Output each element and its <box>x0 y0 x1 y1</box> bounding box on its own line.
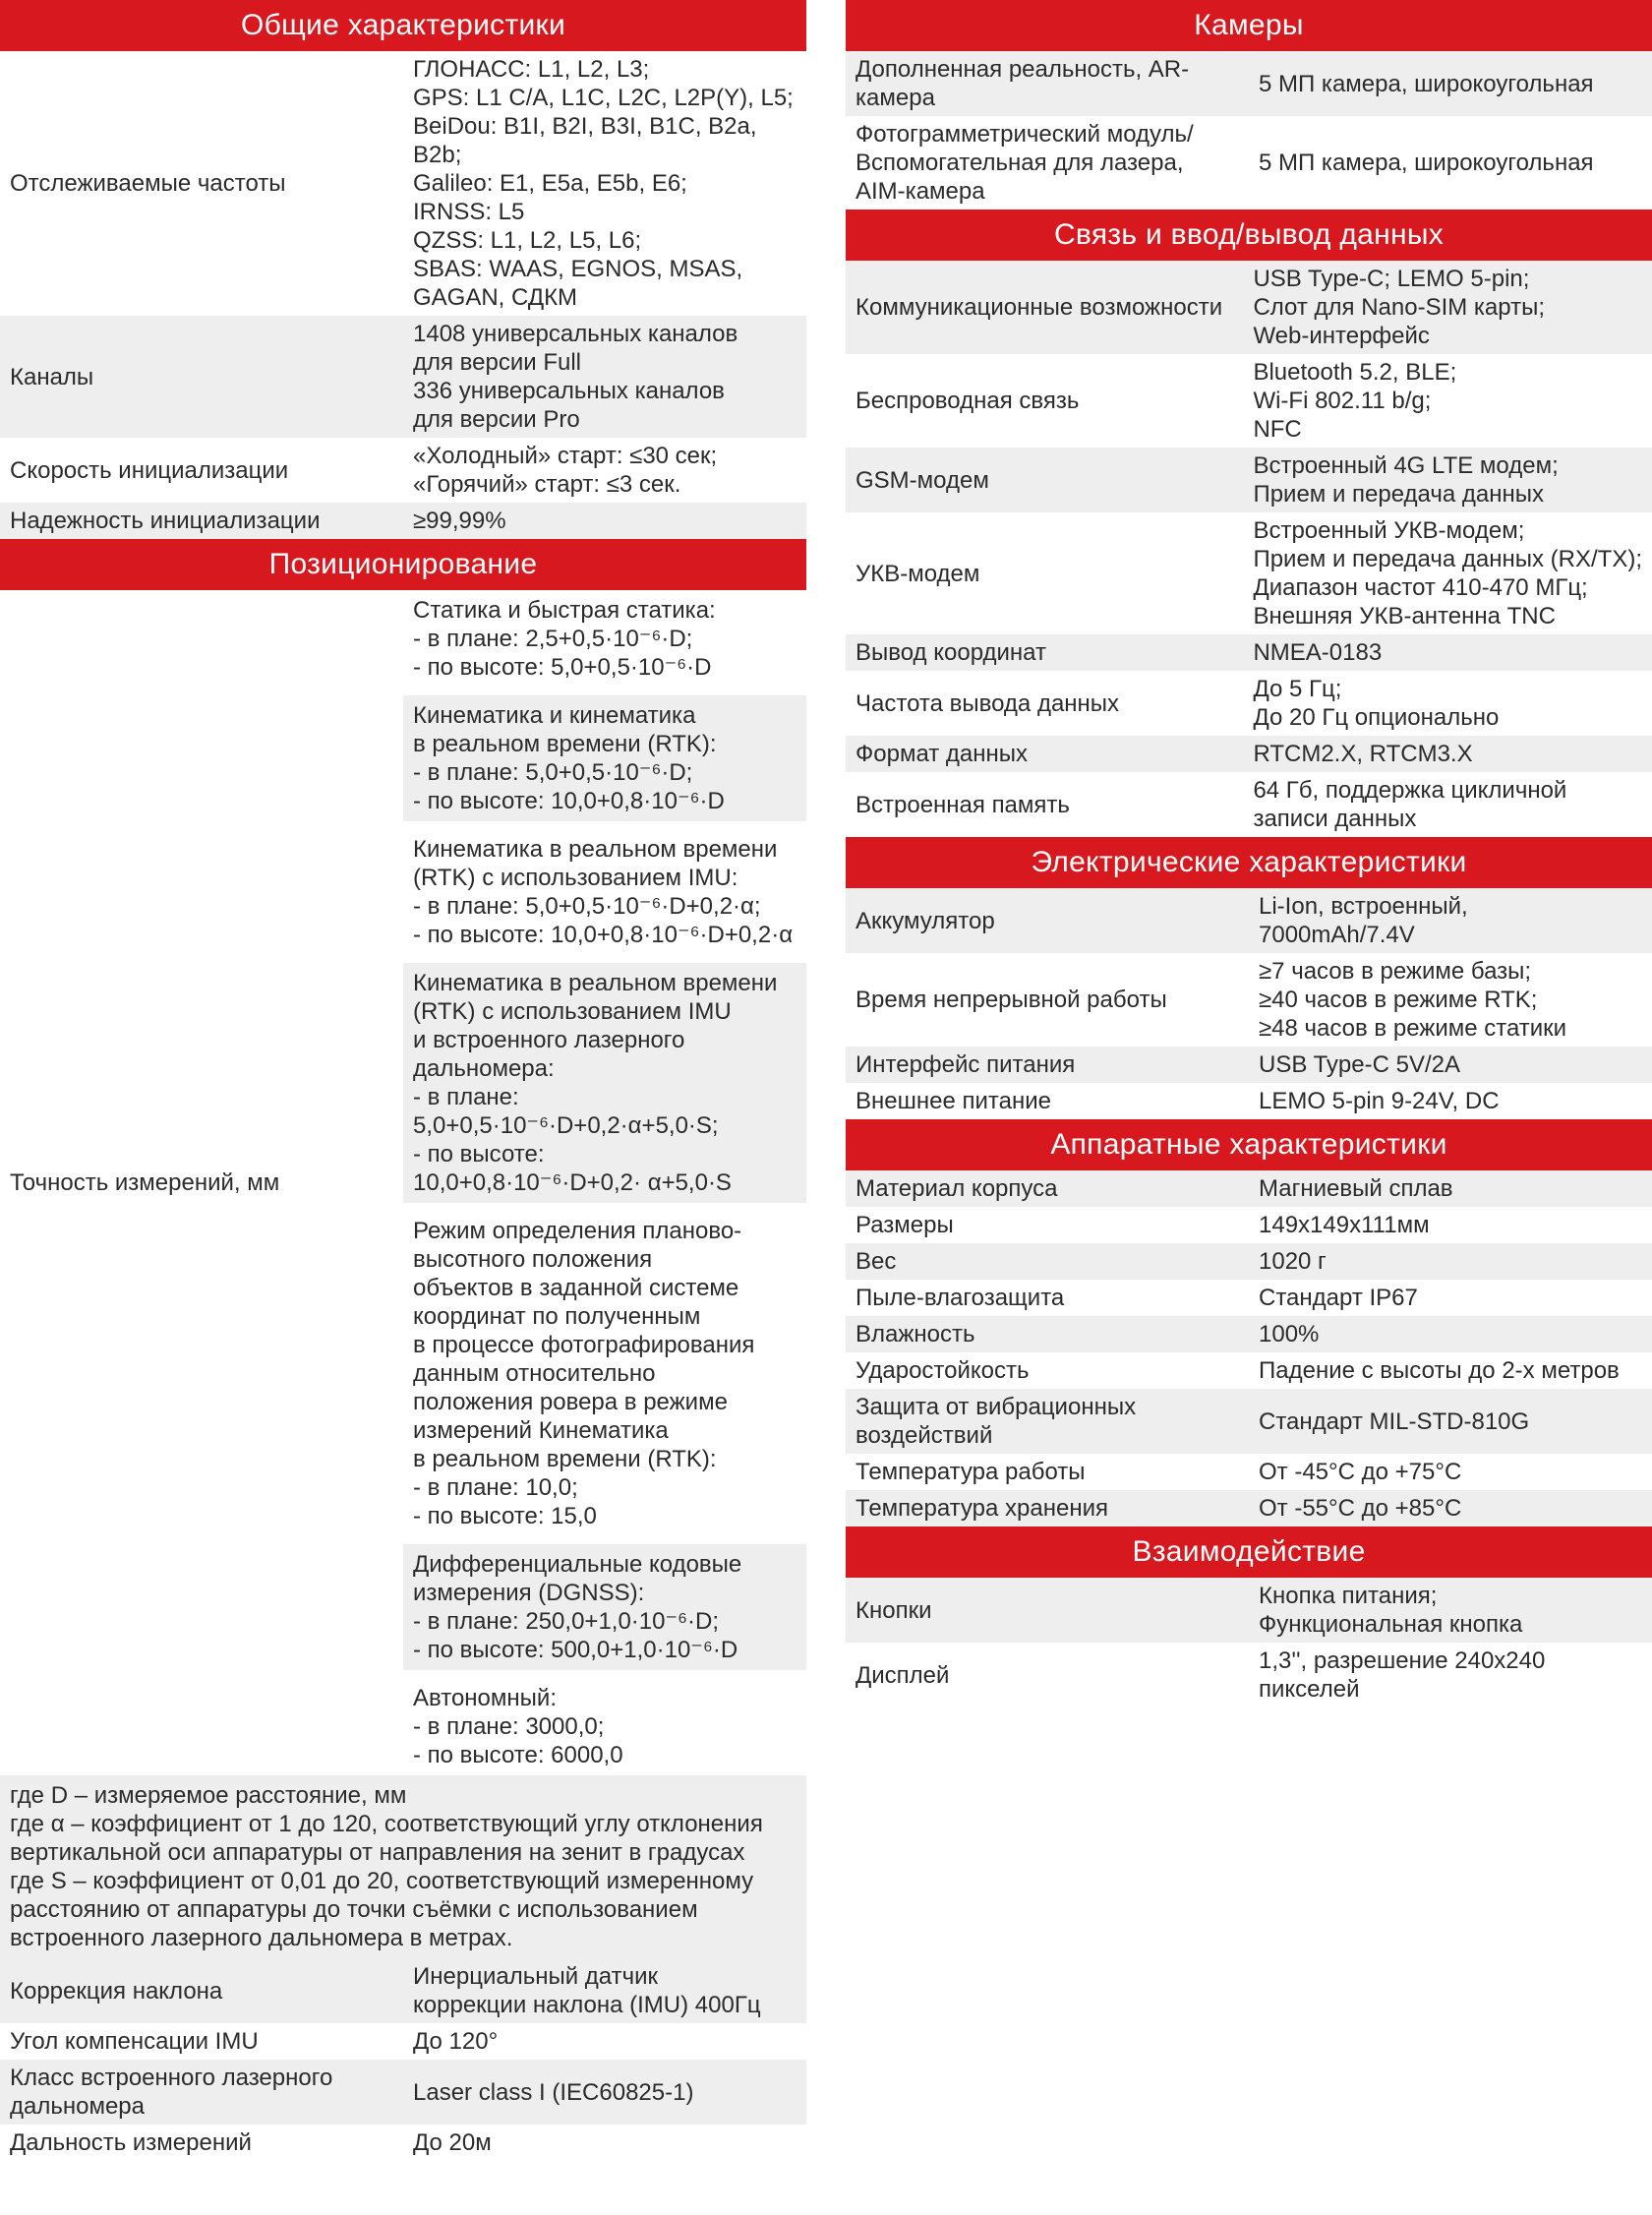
text-line: До 120° <box>413 2028 499 2055</box>
text-line: 5 МП камера, широкоугольная <box>1259 150 1594 176</box>
text-line: От -55°C до +85°C <box>1259 1495 1462 1522</box>
text-line: в процессе фотографирования <box>413 1332 755 1358</box>
text-line: Функциональная кнопка <box>1259 1611 1523 1638</box>
spec-value <box>1249 888 1652 953</box>
text-line: данным относительно <box>413 1360 656 1387</box>
spec-label: Температура работы <box>856 1459 1086 1485</box>
spec-value <box>1249 116 1652 210</box>
spec-value <box>1243 671 1652 736</box>
accuracy-block <box>403 1678 806 1775</box>
spec-row <box>0 316 806 438</box>
text-line: 1,3'', разрешение 240x240 <box>1259 1647 1546 1674</box>
text-line: Дифференциальные кодовые <box>413 1551 742 1578</box>
section-header-general: Общие характеристики <box>0 0 806 51</box>
spec-label: Каналы <box>0 316 403 438</box>
text-line: Автономный: <box>413 1685 557 1711</box>
spec-value <box>403 316 806 438</box>
spec-row <box>0 2060 806 2125</box>
spec-row <box>846 1243 1652 1280</box>
text-line: Статика и быстрая статика: <box>413 597 716 624</box>
spec-label: Интерфейс питания <box>846 1047 1249 1083</box>
accuracy-blocks <box>403 590 806 1775</box>
spec-value <box>1249 1490 1652 1527</box>
text-line: Внешняя УКВ-антенна TNC <box>1253 603 1556 629</box>
text-line: Падение с высоты до 2-х метров <box>1259 1357 1620 1384</box>
text-line: GPS: L1 C/A, L1C, L2C, L2P(Y), L5; <box>413 85 794 111</box>
text-line: - в плане: 3000,0; <box>413 1713 605 1740</box>
text-line: - в плане: 2,5+0,5·10⁻⁶·D; <box>413 626 693 652</box>
text-line: Прием и передача данных (RX/TX); <box>1253 546 1642 572</box>
spec-label: Внешнее питание <box>856 1088 1051 1114</box>
text-line: Диапазон частот 410-470 МГц; <box>1253 574 1588 601</box>
spec-row <box>0 51 806 316</box>
spec-value <box>1243 448 1652 512</box>
spec-label: GSM-модем <box>846 448 1243 512</box>
text-line: До 5 Гц; <box>1253 676 1342 702</box>
text-line: NFC <box>1253 416 1302 443</box>
spec-value <box>403 1958 806 2023</box>
text-line: - по высоте: 6000,0 <box>413 1742 623 1768</box>
text-line: измерения (DGNSS): <box>413 1580 645 1606</box>
spec-row <box>846 1207 1652 1243</box>
spec-row <box>846 772 1652 837</box>
text-line: Bluetooth 5.2, BLE; <box>1253 359 1457 386</box>
spec-row <box>846 634 1652 671</box>
spec-value <box>403 2125 806 2161</box>
accuracy-block <box>403 1544 806 1670</box>
text-line: 64 Гб, поддержка цикличной <box>1253 777 1567 804</box>
spec-row <box>846 888 1652 953</box>
spec-label: Размеры <box>856 1212 954 1238</box>
spec-label: Беспроводная связь <box>856 388 1080 414</box>
text-line: - по высоте: <box>413 1141 545 1167</box>
text-line: измерений Кинематика <box>413 1417 669 1444</box>
spec-label: Угол компенсации IMU <box>10 2028 259 2055</box>
text-line: дальномера: <box>413 1055 555 1082</box>
spec-label: Скорость инициализации <box>10 456 289 484</box>
spec-row <box>0 503 806 539</box>
spec-label: Коммуникационные возможности <box>846 261 1243 354</box>
accuracy-block <box>403 963 806 1203</box>
text-line: Кинематика и кинематика <box>413 702 696 729</box>
text-line: Магниевый сплав <box>1259 1175 1453 1202</box>
spec-row <box>0 438 806 503</box>
text-line: 336 универсальных каналов <box>413 378 725 404</box>
spec-value <box>1249 1083 1652 1119</box>
spec-row <box>846 354 1652 448</box>
spec-value <box>403 503 806 539</box>
spec-value <box>403 2023 806 2060</box>
text-line: - в плане: <box>413 1084 519 1110</box>
spec-row <box>846 1316 1652 1352</box>
text-line: где α – коэффициент от 1 до 120, соответствующий углу отклонения <box>10 1811 763 1837</box>
text-line: где D – измеряемое расстояние, мм <box>10 1782 407 1809</box>
spec-value <box>1243 736 1652 772</box>
text-line: положения ровера в режиме <box>413 1389 728 1415</box>
spec-row <box>846 1643 1652 1707</box>
text-line: Wi-Fi 802.11 b/g; <box>1253 388 1432 414</box>
text-line: «Горячий» старт: ≤3 сек. <box>413 471 681 498</box>
spec-label: Влажность <box>846 1316 1249 1352</box>
text-line: - по высоте: 10,0+0,8·10⁻⁶·D+0,2·α <box>413 922 794 948</box>
text-line: «Холодный» старт: ≤30 сек; <box>413 443 718 469</box>
section-header-positioning: Позиционирование <box>0 539 806 590</box>
text-line: Стандарт IP67 <box>1259 1285 1418 1311</box>
spec-table-electrical <box>846 888 1652 1119</box>
spec-row <box>846 1578 1652 1643</box>
text-line: ≥99,99% <box>413 508 506 534</box>
text-line: вертикальной оси аппаратуры от направления на зенит в градусах <box>10 1839 745 1866</box>
accuracy-block <box>403 590 806 688</box>
text-line: 5,0+0,5·10⁻⁶·D+0,2·α+5,0·S; <box>413 1112 719 1139</box>
spec-table-general <box>0 51 806 539</box>
spec-row <box>846 448 1652 512</box>
spec-table-io <box>846 261 1652 837</box>
spec-row <box>846 1454 1652 1490</box>
text-line: в реальном времени (RTK): <box>413 731 717 757</box>
text-line: IRNSS: L5 <box>413 199 525 225</box>
text-line: встроенного лазерного дальномера в метрах. <box>10 1925 513 1951</box>
text-line: - по высоте: 15,0 <box>413 1503 597 1529</box>
spec-row <box>846 736 1652 772</box>
spec-label: УКВ-модем <box>856 560 980 587</box>
text-line: расстоянию от аппаратуры до точки съёмки с использованием <box>10 1896 698 1923</box>
spec-label: Частота вывода данных <box>856 689 1120 717</box>
section-header-interaction: Взаимодействие <box>846 1527 1652 1578</box>
spec-value <box>1243 261 1652 354</box>
spec-value <box>1249 1207 1652 1243</box>
text-line: Web-интерфейс <box>1253 323 1430 349</box>
text-line: 149x149x111мм <box>1259 1212 1430 1238</box>
spec-row-accuracy <box>0 590 806 1775</box>
spec-row <box>846 51 1652 116</box>
spec-value <box>1249 1280 1652 1316</box>
text-line: 1408 универсальных каналов <box>413 321 738 347</box>
spec-value <box>1243 354 1652 448</box>
text-line: - по высоте: 5,0+0,5·10⁻⁶·D <box>413 654 712 681</box>
spec-value <box>1249 1352 1652 1389</box>
section-header-cameras: Камеры <box>846 0 1652 51</box>
spec-value <box>1249 953 1652 1047</box>
text-line: объектов в заданной системе <box>413 1275 739 1301</box>
spec-value <box>1243 512 1652 634</box>
text-line: USB Type-C; LEMO 5-pin; <box>1253 266 1530 292</box>
spec-row <box>0 1958 806 2023</box>
spec-row <box>0 2023 806 2060</box>
accuracy-block <box>403 695 806 821</box>
spec-label: Точность измерений, мм <box>10 1169 280 1196</box>
text-line: 7000mAh/7.4V <box>1259 922 1415 948</box>
spec-value <box>403 438 806 503</box>
spec-value <box>403 51 806 316</box>
spec-label: Пыле-влагозащита <box>856 1285 1065 1311</box>
spec-value <box>403 2060 806 2125</box>
text-line: 10,0+0,8·10⁻⁶·D+0,2· α+5,0·S <box>413 1169 732 1196</box>
text-line: и встроенного лазерного <box>413 1027 685 1053</box>
text-line: Li-Ion, встроенный, <box>1259 893 1468 920</box>
spec-value <box>1249 1578 1652 1643</box>
text-line: ≥40 часов в режиме RTK; <box>1259 987 1538 1013</box>
text-line: - в плане: 10,0; <box>413 1474 578 1501</box>
text-line: NMEA-0183 <box>1253 639 1383 666</box>
text-line: Кинематика в реальном времени <box>413 970 778 996</box>
spec-row <box>846 1490 1652 1527</box>
text-line: Встроенный 4G LTE модем; <box>1253 452 1559 479</box>
spec-value <box>1249 1316 1652 1352</box>
spec-row <box>846 1083 1652 1119</box>
spec-label: Защита от вибрационных воздействий <box>846 1389 1249 1454</box>
spec-label: Материал корпуса <box>846 1170 1249 1207</box>
text-line: До 20м <box>413 2129 492 2156</box>
spec-label: Класс встроенного лазерного дальномера <box>0 2060 403 2125</box>
spec-label: Дальность измерений <box>10 2129 252 2156</box>
text-line: Слот для Nano-SIM карты; <box>1253 294 1546 321</box>
text-line: где S – коэффициент от 0,01 до 20, соответствующий измеренному <box>10 1868 754 1894</box>
spec-row <box>846 1280 1652 1316</box>
left-column <box>0 0 806 2161</box>
section-header-electrical: Электрические характеристики <box>846 837 1652 888</box>
text-line: RTCM2.X, RTCM3.X <box>1253 741 1473 767</box>
text-line: (RTK) с использованием IMU <box>413 998 732 1025</box>
text-line: B2b; <box>413 142 462 168</box>
text-line: Встроенный УКВ-модем; <box>1253 517 1525 544</box>
text-line: GAGAN, СДКМ <box>413 284 578 311</box>
spec-label: Кнопки <box>846 1578 1249 1643</box>
text-line: координат по полученным <box>413 1303 701 1330</box>
spec-row <box>846 1352 1652 1389</box>
text-line: - в плане: 5,0+0,5·10⁻⁶·D+0,2·α; <box>413 893 761 920</box>
text-line: 100% <box>1259 1321 1320 1347</box>
text-line: Прием и передача данных <box>1253 481 1544 508</box>
formula-note <box>0 1775 806 1958</box>
text-line: До 20 Гц опционально <box>1253 704 1500 731</box>
text-line: - в плане: 5,0+0,5·10⁻⁶·D; <box>413 759 693 786</box>
spec-label: Аккумулятор <box>846 888 1249 953</box>
spec-table-cameras <box>846 51 1652 210</box>
text-line: Режим определения планово- <box>413 1218 742 1244</box>
text-line: коррекции наклона (IMU) 400Гц <box>413 1992 761 2018</box>
spec-row <box>846 953 1652 1047</box>
text-line: - по высоте: 10,0+0,8·10⁻⁶·D <box>413 788 725 814</box>
text-line: записи данных <box>1253 806 1417 832</box>
spec-value <box>1249 1454 1652 1490</box>
text-line: 5 МП камера, широкоугольная <box>1259 70 1594 97</box>
spec-label: Дополненная реальность, AR-камера <box>846 51 1249 116</box>
spec-label: Вес <box>846 1243 1249 1280</box>
spec-row <box>846 116 1652 210</box>
section-header-hardware: Аппаратные характеристики <box>846 1119 1652 1170</box>
spec-label: Фотограмметрический модуль/ Вспомогательная для лазера, AIM-камера <box>856 121 1194 205</box>
text-line: в реальном времени (RTK): <box>413 1446 717 1472</box>
text-line: Galileo: E1, E5a, E5b, E6; <box>413 170 687 197</box>
text-line: Инерциальный датчик <box>413 1963 659 1990</box>
text-line: QZSS: L1, L2, L5, L6; <box>413 227 642 254</box>
text-line: ≥7 часов в режиме базы; <box>1259 958 1532 985</box>
text-line: высотного положения <box>413 1246 653 1273</box>
spec-table-positioning <box>0 1958 806 2161</box>
text-line: - по высоте: 500,0+1,0·10⁻⁶·D <box>413 1637 738 1663</box>
text-line: (RTK) с использованием IMU: <box>413 865 738 891</box>
spec-row <box>846 261 1652 354</box>
text-line: - в плане: 250,0+1,0·10⁻⁶·D; <box>413 1608 720 1635</box>
spec-row <box>846 671 1652 736</box>
spec-label: Температура хранения <box>846 1490 1249 1527</box>
spec-label: Вывод координат <box>846 634 1243 671</box>
accuracy-block <box>403 1211 806 1536</box>
spec-row <box>0 2125 806 2161</box>
spec-label: Коррекция наклона <box>0 1958 403 2023</box>
text-line: От -45°C до +75°C <box>1259 1459 1462 1485</box>
spec-label: Время непрерывной работы <box>856 987 1167 1013</box>
text-line: пикселей <box>1259 1676 1360 1703</box>
spec-value <box>1243 634 1652 671</box>
text-line: для версии Full <box>413 349 581 376</box>
text-line: Стандарт MIL-STD-810G <box>1259 1407 1530 1435</box>
spec-value <box>1243 772 1652 837</box>
spec-row <box>846 1047 1652 1083</box>
spec-value <box>1249 1389 1652 1454</box>
text-line: BeiDou: B1I, B2I, B3I, B1C, B2a, <box>413 113 757 140</box>
spec-label: Отслеживаемые частоты <box>10 170 286 197</box>
spec-label: Формат данных <box>846 736 1243 772</box>
text-line: ГЛОНАСС: L1, L2, L3; <box>413 56 650 83</box>
text-line: Кинематика в реальном времени <box>413 836 778 863</box>
text-line: Кнопка питания; <box>1259 1583 1438 1609</box>
text-line: ≥48 часов в режиме статики <box>1259 1015 1567 1042</box>
spec-row <box>846 1170 1652 1207</box>
accuracy-block <box>403 829 806 955</box>
spec-value <box>1249 51 1652 116</box>
spec-row <box>846 1389 1652 1454</box>
spec-label: Надежность инициализации <box>0 503 403 539</box>
spec-label: Встроенная память <box>856 791 1070 818</box>
text-line: для версии Pro <box>413 406 580 433</box>
spec-table-accuracy <box>0 590 806 1775</box>
spec-value <box>1249 1643 1652 1707</box>
text-line: USB Type-C 5V/2A <box>1259 1051 1460 1078</box>
text-line: 1020 г <box>1259 1248 1327 1275</box>
section-header-io: Связь и ввод/вывод данных <box>846 210 1652 261</box>
right-column <box>846 0 1652 1707</box>
spec-label: Дисплей <box>856 1661 950 1689</box>
spec-value <box>1249 1047 1652 1083</box>
text-line: LEMO 5-pin 9-24V, DC <box>1259 1088 1500 1114</box>
spec-label: Ударостойкость <box>856 1357 1030 1384</box>
spec-table-interaction <box>846 1578 1652 1707</box>
text-line: Laser class I (IEC60825-1) <box>413 2078 694 2106</box>
spec-table-hardware <box>846 1170 1652 1527</box>
spec-value <box>1249 1170 1652 1207</box>
spec-row <box>846 512 1652 634</box>
text-line: SBAS: WAAS, EGNOS, MSAS, <box>413 256 743 282</box>
spec-value <box>1249 1243 1652 1280</box>
